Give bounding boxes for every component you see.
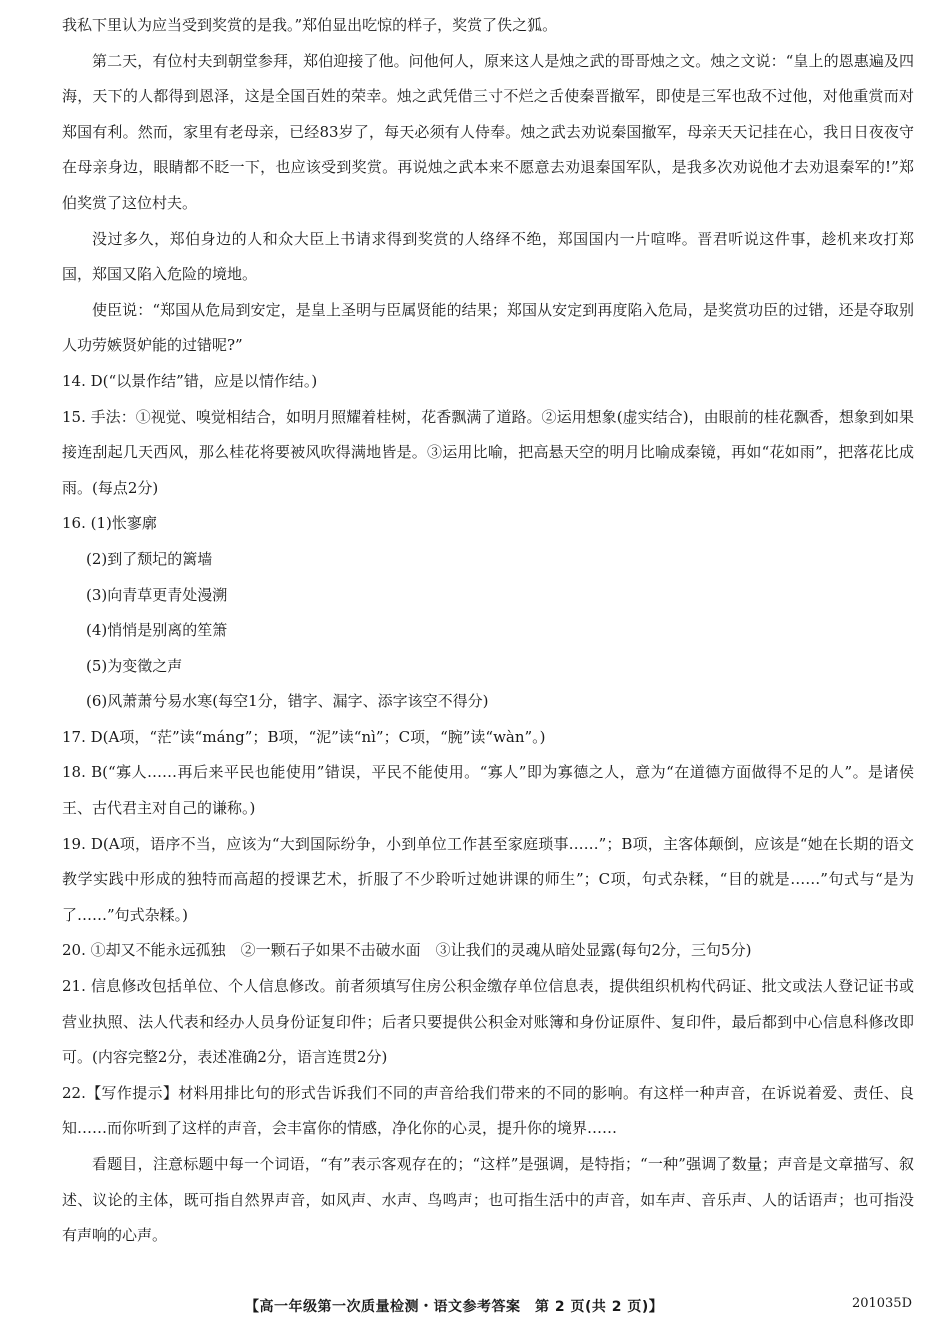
answer-18: 18. B(“寡人……再后来平民也能使用”错误，平民不能使用。“寡人”即为寡德之人，意为“在道德方面做得不足的人”。是诸侯王、古代君主对自己的谦称。) bbox=[62, 763, 914, 818]
answer-22-writing-tip: 22.【写作提示】材料用排比句的形式告诉我们不同的声音给我们带来的不同的影响。有这样一种声音，在诉说着爱、责任、良知……而你听到了这样的声音，会丰富你的情感，净化你的心灵，提升你的境界…… bbox=[62, 1083, 914, 1138]
answer-21: 21. 信息修改包括单位、个人信息修改。前者须填写住房公积金缴存单位信息表，提供组织机构代码证、批文或法人登记证书或营业执照、法人代表和经办人员身份证复印件；后者只要提供公积金对账簿和身份证原件、复印件，最后都到中心信息科修改即可。(内容完整2分，表述准确2分，语言连贯2分) bbox=[62, 977, 914, 1067]
page-footer bbox=[0, 1296, 950, 1320]
translation-paragraph-4: 使臣说：“郑国从危局到安定，是皇上圣明与臣属贤能的结果；郑国从安定到再度陷入危局，是奖赏功臣的过错，还是夺取别人功劳嫉贤妒能的过错呢?” bbox=[62, 300, 914, 355]
answer-17: 17. D(A项，“茫”读“máng”；B项，“泥”读“nì”；C项，“腕”读“wàn”。) bbox=[62, 727, 546, 746]
answer-14: 14. D(“以景作结”错，应是以情作结。) bbox=[62, 371, 318, 390]
answer-16-item: (2)到了颓圮的篱墙 bbox=[86, 549, 213, 568]
answer-16-item: (6)风萧萧兮易水寒(每空1分，错字、漏字、添字该空不得分) bbox=[86, 692, 489, 711]
footer-code: 201035D bbox=[851, 1296, 912, 1311]
answer-16: 16. (1)怅寥廓 bbox=[62, 514, 157, 533]
translation-paragraph-2: 第二天，有位村夫到朝堂参拜，郑伯迎接了他。问他何人，原来这人是烛之武的哥哥烛之文。烛之文说：“皇上的恩惠遍及四海，天下的人都得到恩泽，这是全国百姓的荣幸。烛之武凭借三寸不烂之舌使秦晋撤军，即使是三军也敌不过他，对他重赏而对郑国有利。然而，家里有老母亲，已经83岁了，每天必须有人侍奉。烛之武去劝说秦国撤军，母亲天天记挂在心，我日日夜夜守在母亲身边，眼睛都不眨一下，也应该受到奖赏。再说烛之武本来不愿意去劝退秦国军队，是我多次劝说他才去劝退秦军的!”郑伯奖赏了这位村夫。 bbox=[62, 51, 914, 212]
answer-16-item: (5)为变徵之声 bbox=[86, 656, 183, 675]
answer-key-body bbox=[62, 8, 914, 1254]
answer-20: 20. ①却又不能永远孤独 ②一颗石子如果不击破水面 ③让我们的灵魂从暗处显露(每句2分，三句5分) bbox=[62, 941, 752, 960]
answer-22-analysis: 看题目，注意标题中每一个词语，“有”表示客观存在的；“这样”是强调，是特指；“一种”强调了数量；声音是文章描写、叙述、议论的主体，既可指自然界声音，如风声、水声、鸟鸣声；也可指生活中的声音，如车声、音乐声、人的话语声；也可指没有声响的心声。 bbox=[62, 1155, 914, 1245]
footer-title: 【高一年级第一次质量检测・语文参考答案 第 2 页(共 2 页)】 bbox=[245, 1299, 664, 1315]
answer-16-item: (4)悄悄是别离的笙箫 bbox=[86, 621, 228, 640]
answer-16-item: (3)向青草更青处漫溯 bbox=[86, 585, 228, 604]
answer-15: 15. 手法：①视觉、嗅觉相结合，如明月照耀着桂树，花香飘满了道路。②运用想象(虚实结合)，由眼前的桂花飘香，想象到如果接连刮起几天西风，那么桂花将要被风吹得满地皆是。③运用比喻，把高悬天空的明月比喻成秦镜，再如“花如雨”，把落花比成雨。(每点2分) bbox=[62, 407, 914, 497]
answer-19: 19. D(A项，语序不当，应该为“大到国际纷争，小到单位工作甚至家庭琐事……”；B项，主客体颠倒，应该是“她在长期的语文教学实践中形成的独特而高超的授课艺术，折服了不少聆听过她讲课的师生”；C项，句式杂糅，“目的就是……”句式与“是为了……”句式杂糅。) bbox=[62, 834, 914, 924]
translation-paragraph-3: 没过多久，郑伯身边的人和众大臣上书请求得到奖赏的人络绎不绝，郑国国内一片喧哗。晋君听说这件事，趁机来攻打郑国，郑国又陷入危险的境地。 bbox=[62, 229, 914, 284]
translation-paragraph-1: 我私下里认为应当受到奖赏的是我。”郑伯显出吃惊的样子，奖赏了佚之狐。 bbox=[62, 16, 558, 34]
